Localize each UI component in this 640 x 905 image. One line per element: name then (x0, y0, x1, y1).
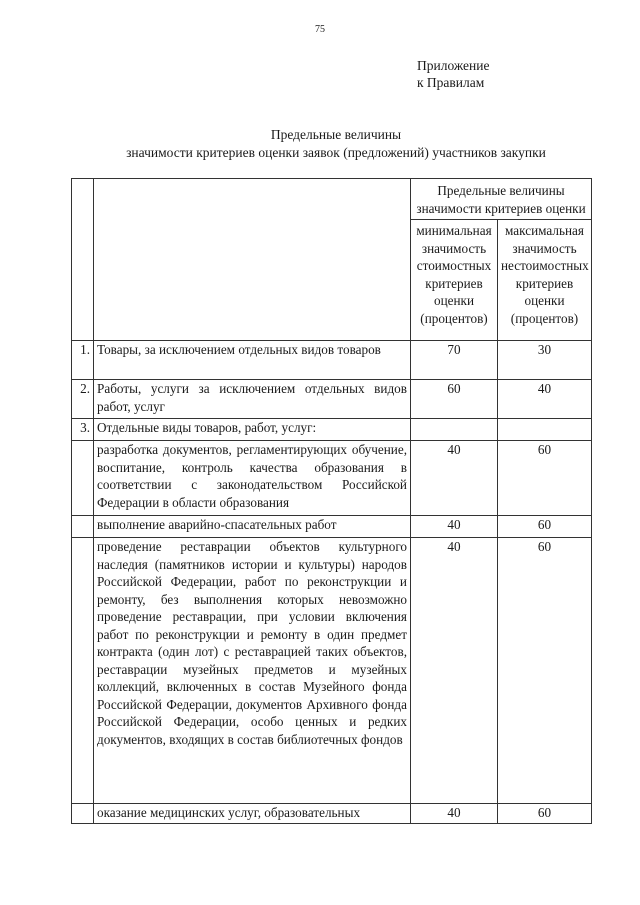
header-text-cell (94, 179, 411, 341)
row-min-value: 40 (411, 538, 498, 804)
title-line-1: Предельные величины (270, 127, 402, 142)
row-min-value: 70 (411, 341, 498, 380)
row-max-value (498, 419, 592, 441)
row-number: 1. (72, 341, 94, 380)
annex-line-2: к Правилам (417, 75, 485, 90)
row-min-value (411, 419, 498, 441)
row-text: Отдельные виды товаров, работ, услуг: (94, 419, 411, 441)
row-text: Работы, услуги за исключением отдельных видов работ, услуг (94, 380, 411, 419)
row-number (72, 804, 94, 824)
title-line-2: значимости критериев оценки заявок (предложений) участников закупки (126, 145, 546, 160)
header-max-cell: максимальная значимость нестоимостных критериев оценки (процентов) (498, 220, 592, 341)
row-min-value: 40 (411, 804, 498, 824)
table-row (72, 341, 592, 380)
page-number: 75 (315, 24, 325, 35)
row-text: проведение реставрации объектов культурного наследия (памятников истории и культуры) народов Российской Федерации, работ по реконструкции и ремонту, без выполнения которых невозможно проведение реставрации, при условии включения работ по реконструкции и ремонту в один предмет контракта (один лот) с реставрацией таких объектов, реставрации музейных предметов и музейных коллекций, включенных в состав Музейного фонда Российской Федерации, документов Архивного фонда Российской Федерации, особо ценных и редких документов, входящих в состав библиотечных фондов (94, 538, 411, 804)
header-min-cell: минимальная значимость стоимостных критериев оценки (процентов) (411, 220, 498, 341)
row-max-value: 60 (498, 516, 592, 538)
row-max-value: 60 (498, 538, 592, 804)
row-text: Товары, за исключением отдельных видов товаров (94, 341, 411, 380)
table-row (72, 538, 592, 804)
table-row (72, 380, 592, 419)
row-number: 2. (72, 380, 94, 419)
header-num-cell (72, 179, 94, 341)
row-number (72, 441, 94, 516)
document-title (0, 126, 640, 162)
row-min-value: 40 (411, 516, 498, 538)
row-min-value: 40 (411, 441, 498, 516)
header-group-cell: Предельные величины значимости критериев оценки (411, 179, 592, 220)
row-text: оказание медицинских услуг, образовательных (94, 804, 411, 824)
row-text: выполнение аварийно-спасательных работ (94, 516, 411, 538)
table-row (72, 419, 592, 441)
row-number: 3. (72, 419, 94, 441)
row-max-value: 40 (498, 380, 592, 419)
table-row (72, 441, 592, 516)
row-number (72, 516, 94, 538)
row-max-value: 30 (498, 341, 592, 380)
header-row (72, 179, 592, 220)
row-max-value: 60 (498, 804, 592, 824)
table-row (72, 516, 592, 538)
row-max-value: 60 (498, 441, 592, 516)
criteria-table (71, 178, 592, 824)
table-row (72, 804, 592, 824)
row-number (72, 538, 94, 804)
row-text: разработка документов, регламентирующих обучение, воспитание, контроль качества образования в соответствии с законодательством Российской Федерации в области образования (94, 441, 411, 516)
row-min-value: 60 (411, 380, 498, 419)
annex-label (417, 57, 489, 91)
annex-line-1: Приложение (417, 58, 490, 73)
